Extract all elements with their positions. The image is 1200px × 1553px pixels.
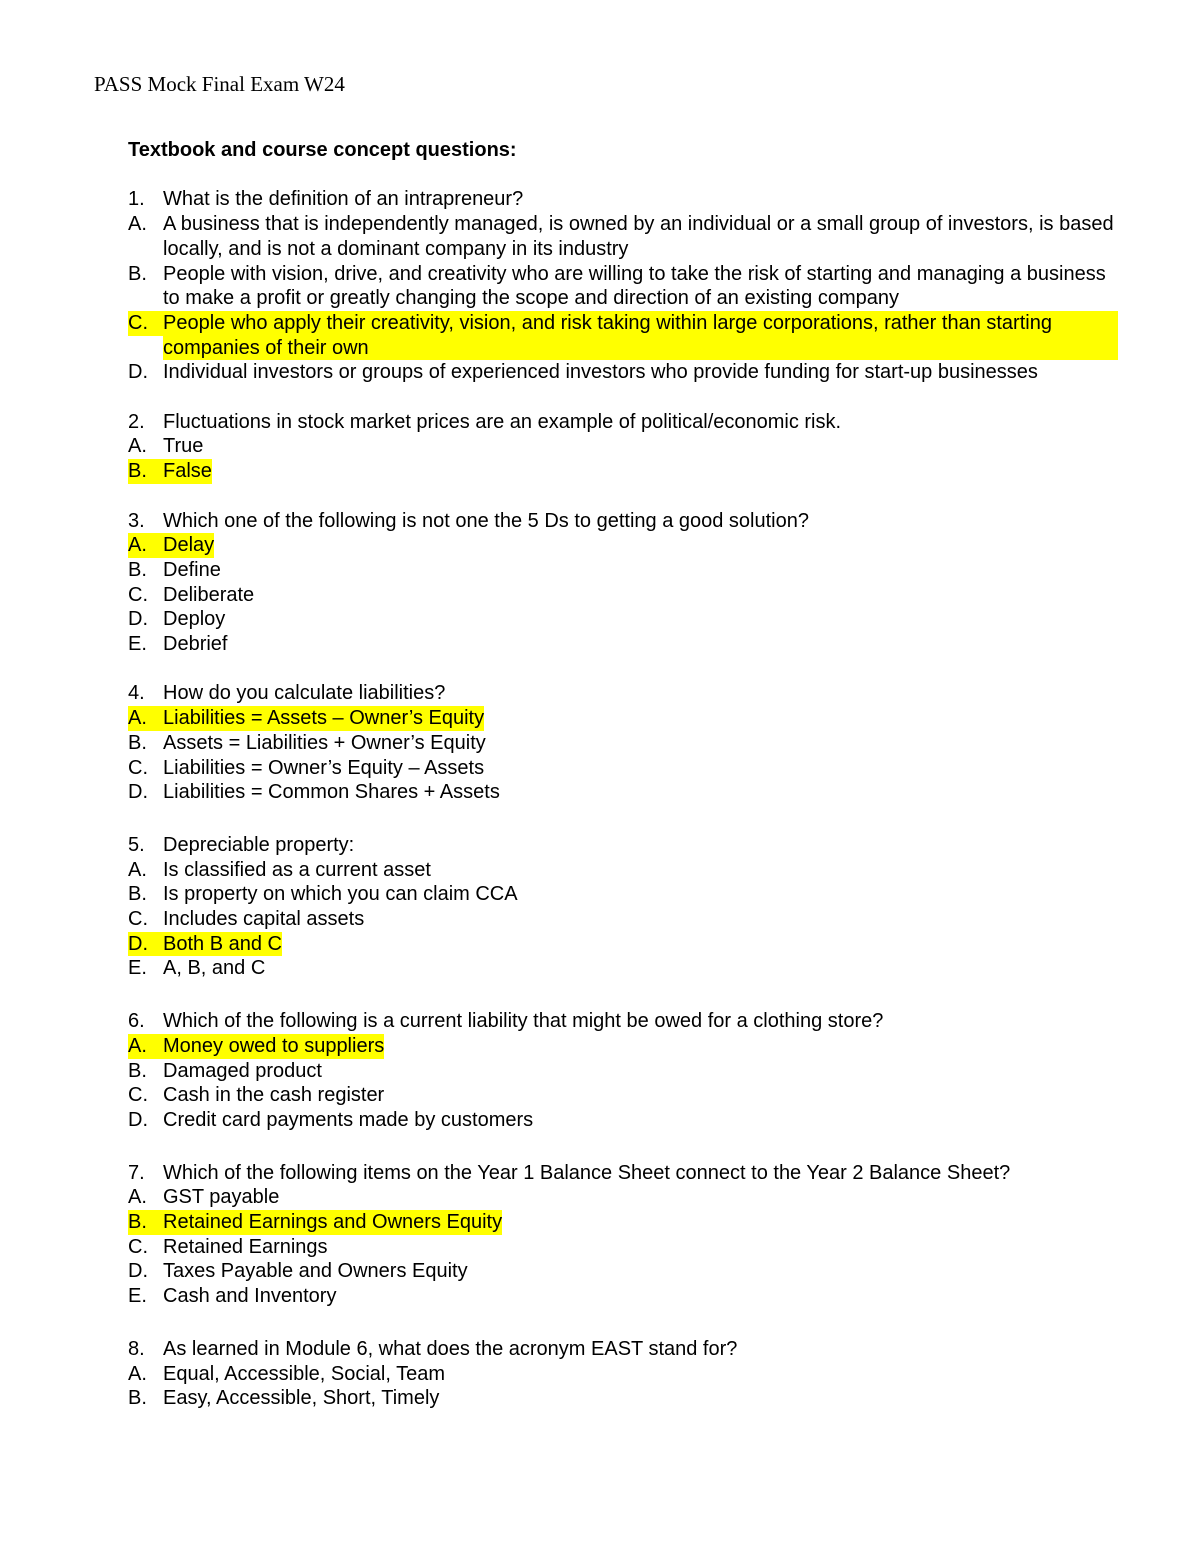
answer-option <box>128 956 1118 981</box>
option-text: Equal, Accessible, Social, Team <box>163 1362 446 1385</box>
answer-option <box>128 1386 1118 1411</box>
section-heading: Textbook and course concept questions: <box>128 139 517 161</box>
option-text: Debrief <box>163 633 228 656</box>
option-letter: D. <box>128 1260 148 1283</box>
option-letter: C. <box>128 756 148 779</box>
question-2 <box>128 410 1118 484</box>
question-text: Depreciable property: <box>163 833 355 856</box>
option-letter: A. <box>128 213 147 236</box>
option-text: Liabilities = Assets – Owner’s Equity <box>163 707 485 730</box>
question-stem <box>128 833 1118 858</box>
option-text: People with vision, drive, and creativity who are willing to take the risk of starting and managing a business to make a profit or greatly changing the scope and direction of an existing company <box>163 262 1106 310</box>
option-text: Assets = Liabilities + Owner’s Equity <box>163 731 486 754</box>
question-5 <box>128 833 1118 981</box>
answer-option-highlighted <box>128 1210 1118 1235</box>
question-1 <box>128 187 1118 385</box>
option-letter: E. <box>128 633 147 656</box>
option-letter: D. <box>128 781 148 804</box>
answer-option <box>128 1362 1118 1387</box>
question-8 <box>128 1337 1118 1411</box>
answer-option <box>128 780 1118 805</box>
answer-option-highlighted <box>128 533 1118 558</box>
option-letter: A. <box>128 533 163 558</box>
page-title: PASS Mock Final Exam W24 <box>94 72 345 96</box>
question-6 <box>128 1009 1118 1133</box>
option-text: Taxes Payable and Owners Equity <box>163 1260 468 1283</box>
option-letter: B. <box>128 1210 163 1235</box>
question-4 <box>128 681 1118 805</box>
option-text: Credit card payments made by customers <box>163 1108 534 1131</box>
question-stem <box>128 681 1118 706</box>
answer-option <box>128 1059 1118 1084</box>
option-text: Retained Earnings and Owners Equity <box>163 1211 503 1234</box>
option-letter: B. <box>128 558 147 581</box>
question-text: As learned in Module 6, what does the acronym EAST stand for? <box>163 1337 738 1360</box>
option-text: Includes capital assets <box>163 908 365 931</box>
answer-option <box>128 1235 1118 1260</box>
question-number: 7. <box>128 1161 145 1184</box>
answer-option <box>128 558 1118 583</box>
question-text: Which one of the following is not one the 5 Ds to getting a good solution? <box>163 509 809 532</box>
question-text: Which of the following is a current liability that might be owed for a clothing store? <box>163 1010 884 1033</box>
option-text: People who apply their creativity, vision, and risk taking within large corporations, rather than starting companies of their own <box>163 311 1118 360</box>
answer-option-highlighted <box>128 459 1118 484</box>
answer-option-highlighted <box>128 932 1118 957</box>
question-stem <box>128 509 1118 534</box>
option-letter: B. <box>128 1387 147 1410</box>
answer-option-highlighted <box>128 311 1118 360</box>
question-number: 2. <box>128 410 145 433</box>
answer-option <box>128 434 1118 459</box>
option-text: Is classified as a current asset <box>163 858 431 881</box>
question-text: Which of the following items on the Year 1 Balance Sheet connect to the Year 2 Balance Sheet? <box>163 1161 1011 1184</box>
option-text: Money owed to suppliers <box>163 1034 385 1057</box>
option-letter: B. <box>128 459 163 484</box>
option-text: A business that is independently managed, is owned by an individual or a small group of investors, is based locally, and is not a dominant company in its industry <box>163 213 1114 260</box>
question-number: 5. <box>128 833 145 856</box>
question-text: How do you calculate liabilities? <box>163 682 446 705</box>
option-letter: A. <box>128 1186 147 1209</box>
option-text: Delay <box>163 534 215 557</box>
answer-option <box>128 1083 1118 1108</box>
question-number: 6. <box>128 1010 145 1033</box>
question-list <box>128 187 1118 1411</box>
option-text: Individual investors or groups of experienced investors who provide funding for start-up businesses <box>163 361 1038 384</box>
option-letter: B. <box>128 262 147 285</box>
option-letter: A. <box>128 1034 163 1059</box>
answer-option <box>128 583 1118 608</box>
option-text: Deliberate <box>163 583 255 606</box>
question-stem <box>128 1161 1118 1186</box>
question-3 <box>128 509 1118 657</box>
question-stem <box>128 1009 1118 1034</box>
answer-option <box>128 1185 1118 1210</box>
answer-option <box>128 756 1118 781</box>
option-text: Damaged product <box>163 1059 322 1082</box>
option-letter: A. <box>128 1362 147 1385</box>
question-stem <box>128 187 1118 212</box>
option-letter: A. <box>128 706 163 731</box>
answer-option <box>128 607 1118 632</box>
question-number: 3. <box>128 509 145 532</box>
option-letter: C. <box>128 1084 148 1107</box>
question-number: 4. <box>128 682 145 705</box>
option-letter: C. <box>128 908 148 931</box>
option-text: A, B, and C <box>163 957 266 980</box>
option-letter: D. <box>128 932 163 957</box>
option-text: Liabilities = Common Shares + Assets <box>163 781 500 804</box>
option-text: Retained Earnings <box>163 1235 328 1258</box>
question-stem <box>128 410 1118 435</box>
option-letter: D. <box>128 1108 148 1131</box>
option-letter: E. <box>128 1285 147 1308</box>
answer-option <box>128 882 1118 907</box>
answer-option <box>128 360 1118 385</box>
question-number: 1. <box>128 188 145 211</box>
option-text: Cash in the cash register <box>163 1084 385 1107</box>
option-text: Define <box>163 558 221 581</box>
option-letter: B. <box>128 731 147 754</box>
option-letter: C. <box>128 1235 148 1258</box>
answer-option <box>128 731 1118 756</box>
option-text: Deploy <box>163 608 226 631</box>
option-text: False <box>163 460 212 483</box>
question-stem <box>128 1337 1118 1362</box>
answer-option <box>128 1259 1118 1284</box>
question-number: 8. <box>128 1337 145 1360</box>
option-letter: B. <box>128 1059 147 1082</box>
answer-option-highlighted <box>128 706 1118 731</box>
option-text: GST payable <box>163 1186 280 1209</box>
answer-option <box>128 1284 1118 1309</box>
answer-option <box>128 858 1118 883</box>
answer-option <box>128 1108 1118 1133</box>
answer-option <box>128 212 1118 261</box>
option-letter: A. <box>128 435 147 458</box>
question-text: What is the definition of an intrapreneur? <box>163 188 524 211</box>
answer-option-highlighted <box>128 1034 1118 1059</box>
option-text: Is property on which you can claim CCA <box>163 883 518 906</box>
option-text: Liabilities = Owner’s Equity – Assets <box>163 756 485 779</box>
option-letter: D. <box>128 608 148 631</box>
option-text: Both B and C <box>163 932 282 955</box>
option-text: Easy, Accessible, Short, Timely <box>163 1387 440 1410</box>
option-text: Cash and Inventory <box>163 1285 337 1308</box>
option-letter: D. <box>128 361 148 384</box>
answer-option <box>128 907 1118 932</box>
question-7 <box>128 1161 1118 1309</box>
option-text: True <box>163 435 204 458</box>
answer-option <box>128 632 1118 657</box>
answer-option <box>128 262 1118 311</box>
option-letter: C. <box>128 583 148 606</box>
option-letter: E. <box>128 957 147 980</box>
question-text: Fluctuations in stock market prices are an example of political/economic risk. <box>163 410 842 433</box>
exam-content <box>128 138 1118 1439</box>
option-letter: A. <box>128 858 147 881</box>
option-letter: C. <box>128 311 163 336</box>
option-letter: B. <box>128 883 147 906</box>
